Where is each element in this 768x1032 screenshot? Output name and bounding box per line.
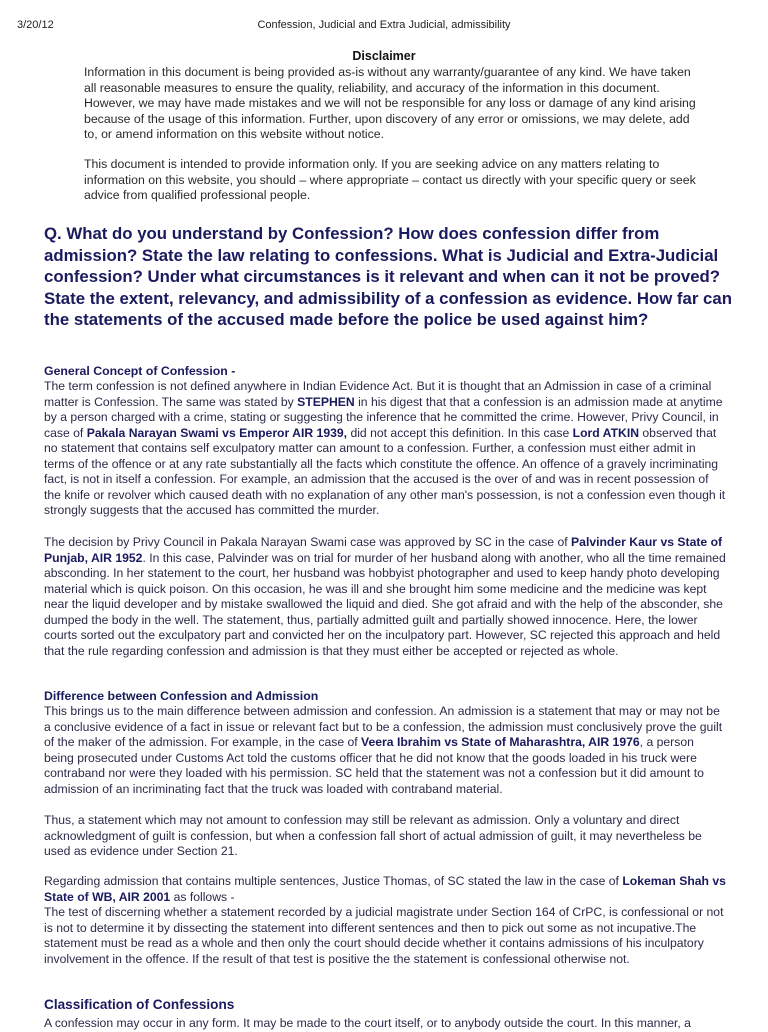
text-run: This brings us to the main difference between admission and confession. An admission is a statement that may or may not be a conclusive evidence of a fact in issue or relevant fact but to be a confession, the admission must conclusively prove the guilt of the maker of the admission. For example, in the case of (44, 704, 723, 749)
disclaimer-title: Disclaimer (352, 49, 416, 63)
difference-paragraph-2: Thus, a statement which may not amount to confession may still be relevant as admission. Only a voluntary and direct acknowledgment of guilt is confession, but when a confession fall short of actual admission of guilt, it may nevertheless be used as evidence under Section 21. (44, 813, 702, 858)
header-date: 3/20/12 (17, 19, 54, 31)
difference-paragraph-3 (44, 874, 726, 967)
text-run: , a person being prosecuted under Customs Act told the customs officer that he did not know that the goods loaded in his truck were contraband nor were they loaded with his permission. SC held that the statement was not a confession but it did amount to admission of an incriminating fact that the truck was loaded with contraband material. (44, 735, 704, 796)
text-run: The decision by Privy Council in Pakala Narayan Swami case was approved by SC in the case of (44, 535, 572, 549)
difference-paragraph-1 (44, 704, 726, 797)
header-title: Confession, Judicial and Extra Judicial, admissibility (257, 19, 511, 31)
case-name-palvinder: Palvinder Kaur vs State of Punjab, AIR 1952 (44, 535, 723, 565)
text-run: The term confession is not defined anywhere in Indian Evidence Act. But it is thought that an Admission in case of a criminal matter is Confession. The same was stated by (44, 379, 712, 409)
general-paragraph-1 (44, 379, 726, 519)
disclaimer-paragraph-1: Information in this document is being provided as-is without any warranty/guarantee of any kind. We have taken all reasonable measures to ensure the quality, reliability, and accuracy of the information in this document. However, we may have made mistakes and we will not be responsible for any loss or damage of any kind arising because of the usage of this information. Further, upon discovery of any error or omissions, we may delete, add to, or amend information on this website without notice. (84, 65, 696, 142)
general-paragraph-2 (44, 535, 726, 659)
case-name-lokeman: Lokeman Shah vs State of WB, AIR 2001 (44, 874, 726, 904)
text-run: observed that no statement that contains self exculpatory matter can amount to a confession. Further, a confession must either admit in terms of the offence or at any rate substantially all the facts which constitute the offence. An offence of a gravely incriminating fact, is not in itself a confession. For example, an admission that the accused is the over of and was in recent possession of the knife or revolver which caused death with no explanation of any other man's possession, is not a confession even though it strongly suggests that the accused has committed the murder. (44, 425, 726, 517)
case-name-lord-atkin: Lord ATKIN (572, 425, 640, 440)
text-run: as follows - (170, 889, 235, 904)
disclaimer-paragraph-2: This document is intended to provide information only. If you are seeking advice on any matters relating to information on this website, you should – where appropriate – contact us directly with your specific query or seek advice from qualified professional people. (84, 157, 696, 203)
section-heading-difference: Difference between Confession and Admission (44, 689, 319, 703)
text-run: in his digest that that a confession is an admission made at anytime by a person charged with a crime, stating or suggesting the inference that he committed the crime. However, Privy Council, in case of (44, 394, 723, 440)
section-heading-classification: Classification of Confessions (44, 997, 235, 1012)
section-heading-general-concept: General Concept of Confession - (44, 364, 236, 378)
text-run: did not accept this definition. In this case (347, 425, 573, 440)
case-name-pakala: Pakala Narayan Swami vs Emperor AIR 1939, (86, 425, 348, 440)
case-name-stephen: STEPHEN (297, 394, 355, 409)
text-run: The test of discerning whether a statement recorded by a judicial magistrate under Section 164 of CrPC, is confessional or not is not to determine it by dissecting the statement into different sentences and then to pick out some as not incupative.The statement must be read as a whole and then only the court should decide whether it contains admissions of his inculpatory involvement in the offence. If the result of that test is positive the the statement is confessional otherwise not. (44, 905, 724, 966)
text-run: . In this case, Palvinder was on trial for murder of her husband along with another, who all the time remained absconding. In her statement to the court, her husband was hobbyist photographer and used to keep handy photo developing material which is quick poison. On this occasion, he was ill and she brought him some medicine and the medicine was kept near the liquid developer and by mistake swallowed the liquid and died. She got afraid and with the help of the absconder, she dumped the body in the well. The statement, thus, partially admitted guilt and partially showed innocence. Here, the lower courts sorted out the exculpatory part and convicted her on the inculpatory part. However, SC rejected this approach and held that the rule regarding confession and admission is that they must either be accepted or rejected as whole. (44, 550, 726, 658)
classification-paragraph-1: A confession may occur in any form. It may be made to the court itself, or to anybody outside the court. In this manner, a (44, 1016, 691, 1030)
text-run: Regarding admission that contains multiple sentences, Justice Thomas, of SC stated the law in the case of (44, 874, 623, 888)
case-name-veera: Veera Ibrahim vs State of Maharashtra, AIR 1976 (361, 735, 640, 749)
question-heading: Q. What do you understand by Confession? How does confession differ from admission? State the law relating to confessions. What is Judicial and Extra-Judicial confession? Under what circumstances is it relevant and when can it not be proved? State the extent, relevancy, and admissibility of a confession as evidence. How far can the statements of the accused made before the police be used against him? (44, 224, 732, 330)
